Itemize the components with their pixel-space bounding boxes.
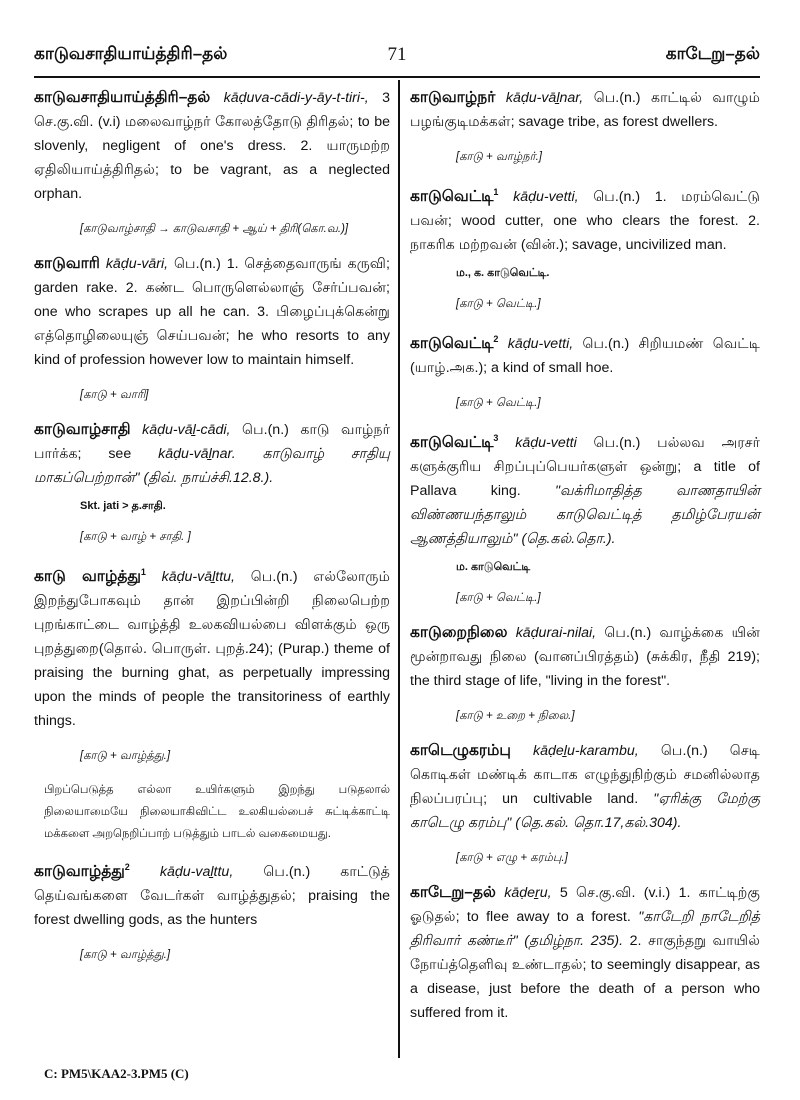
homonym-number: 1	[140, 567, 146, 577]
header-right-guideword: காடேறு–தல்	[665, 44, 760, 63]
definition: பெ.(n.) சிறியமண் வெட்டி (யாழ்.அக.); a kind of small hoe.	[410, 336, 760, 377]
definition: பெ.(n.) 1. மரம்வெட்டு பவன்; wood cutter, one who clears the forest. 2. நாகரிக மற்றவன் (வின்.); savage, uncivilized man.	[410, 189, 761, 254]
left-column	[34, 86, 390, 978]
headword: காடுவாழ்சாதி	[34, 421, 131, 438]
homonym-number: 2	[493, 334, 499, 345]
running-header	[34, 44, 760, 70]
header-rule	[34, 76, 760, 78]
etymology: [காடு + உறை + நிலை.]	[456, 710, 575, 723]
citation-quote: "ஏரிக்கு மேற்கு காடெழு கரம்பு" (தெ.கல். தொ.17,கல்.304).	[410, 791, 760, 832]
column-separator	[398, 80, 400, 1058]
entry	[410, 86, 760, 166]
see-reference: kāḍu-vāḻnar.	[158, 446, 236, 462]
headword: காடுவசாதியாய்த்திரி–தல்	[34, 89, 211, 106]
right-column	[410, 86, 760, 1035]
sanskrit-note: Skt. jati > த.சாதி.	[80, 500, 166, 512]
definition: பெ.(n.) காட்டுத் தெய்வங்களை வேடர்கள் வாழ்த்துதல்; praising the forest dwelling gods, as the hunters	[34, 864, 390, 929]
transliteration: kāḍurai-nilai,	[515, 625, 597, 642]
transliteration: kāḍu-vāri,	[105, 256, 169, 272]
definition: பெ.(n.) 1. செத்தைவாருங் கருவி; garden rake. 2. கண்ட பொருளெல்லாஞ் சேர்ப்பவன்; one who scrapes up all he can. 3. பிழைப்புக்கென்று எத்தொழிலையுஞ் செய்பவன்; he who resorts to any kind of profession however low to maintain himself.	[34, 256, 390, 368]
etymology: [காடு + வெட்டி.]	[456, 592, 541, 605]
definition: 3 செ.கு.வி. (v.i) மலைவாழ்நர் கோலத்தோடு திரிதல்; to be slovenly, negligent of one's dress. 2. யாருமற்ற ஏதிலியாய்த்திரிதல்; to be vagrant, as a neglected orphan.	[34, 90, 390, 202]
transliteration: kāḍeḻu-karambu,	[533, 743, 639, 760]
definition: 5 செ.கு.வி. (v.i.) 1. காட்டிற்கு ஓடுதல்; to flee away to a forest.	[410, 885, 760, 926]
entry	[410, 881, 760, 1025]
homonym-number: 3	[493, 433, 499, 444]
entry	[34, 855, 390, 964]
definition: பெ.(n.) காடு வாழ்நர் பார்க்க; see	[34, 422, 390, 462]
etymology: [காடு + வாழ்த்து.]	[80, 750, 171, 763]
headword: காடுவெட்டி$^1$	[410, 187, 499, 206]
entry	[410, 621, 760, 725]
entry	[34, 252, 390, 404]
etymology: [காடு + எழு + கரம்பு.]	[456, 852, 568, 865]
etymology: [காடு + வாழ்நர்.]	[456, 151, 542, 163]
citation-quote: "வக்ரிமாதித்த வாணதாயின் விண்ணயந்தாலும் காடுவெட்டித் தமிழ்பேரயன் ஆணத்தியாலும்" (தெ.கல்.தொ.).	[410, 483, 760, 548]
transliteration: kāḍu-vāḻnar,	[505, 90, 584, 106]
transliteration: kāḍu-vāḻttu,	[161, 569, 235, 586]
etymology: [காடு + வெட்டி.]	[456, 298, 541, 311]
transliteration: kāḍu-vetti,	[513, 189, 579, 206]
etymology: [காடு + வெட்டி.]	[456, 397, 541, 410]
entry	[410, 739, 760, 867]
definition-continued: 2. சாகுந்தறு வாயில் நோய்த்தெளிவு உண்டாதல்; to seemingly disappear, as a disease, just before the death of a person who suffered from it.	[410, 933, 761, 1022]
transliteration: kāḍu-vetti	[515, 435, 577, 452]
citation-quote: "காடேறி நாடேறித் திரிவார் கண்டீர்" (தமிழ்நா. 235).	[410, 909, 760, 950]
cognates: ம. காடுவெட்டி	[456, 561, 531, 574]
homonym-number: 2	[124, 862, 130, 873]
header-left-guideword: காடுவசாதியாய்த்திரி–தல்	[34, 44, 228, 63]
etymology: [காடு + வாழ்த்து.]	[80, 949, 171, 962]
entry	[34, 86, 390, 238]
definition: பெ.(n.) செடி கொடிகள் மண்டிக் காடாக எழுந்துநிற்கும் சமனில்லாத நிலப்பரப்பு; un cultivable land.	[410, 743, 760, 808]
etymology: [காடு + வாரி]	[80, 389, 149, 401]
etymology: [காடு + வாழ் + சாதி. ]	[80, 531, 191, 543]
explanatory-note: பிறப்பெடுத்த எல்லா உயிர்களும் இறந்து படுதலால் நிலையாமையே நிலையாகிவிட்ட உலகியல்பைச் சுட்டிக்காட்டி மக்களை அறநெறிப்பாற் படுத்தும் பாடல் வகைமையது.	[44, 784, 390, 841]
citation-quote: காடுவாழ் சாதியு மாகப்பெற்றான்" (திவ். நாய்ச்சி.12.8.).	[34, 446, 390, 486]
transliteration: kāḍu-vaḻttu,	[159, 864, 234, 881]
transliteration: kāḍeṟu,	[504, 885, 552, 902]
transliteration: kāḍuva-cādi-y-āy-t-tiri-,	[223, 90, 369, 106]
page-number: 71	[387, 44, 407, 65]
file-path-footer: C: PM5\KAA2-3.PM5 (C)	[44, 1066, 189, 1081]
headword: காடுவெட்டி$^2$	[410, 334, 499, 353]
transliteration: kāḍu-vāḻ-cādi,	[142, 422, 231, 438]
etymology: [காடுவாழ்சாதி → காடுவசாதி + ஆய் + திரி(கொ.வ.)]	[80, 223, 349, 235]
transliteration: kāḍu-vetti,	[507, 336, 574, 353]
headword: காடு வாழ்த்து$^1$	[34, 567, 146, 586]
headword: காடெழுகரம்பு	[410, 742, 511, 760]
entry	[34, 560, 390, 845]
headword: காடுவெட்டி$^3$	[410, 433, 499, 452]
definition: பெ.(n.) எல்லோரும் இறந்துபோகவும் தான் இறப்பின்றி நிலைபெற்ற புறங்காட்டை வாழ்த்தி உலகவியல்பை விளக்கும் ஒரு புறத்துறை(தொல். பொருள். புறத்.24); (Purap.) theme of praising the burning ghat, as perpetually impressing upon the minds of people the transitoriness of earthly things.	[34, 569, 390, 730]
headword: காடுவாழ்த்து$^2$	[34, 862, 130, 881]
entry	[410, 327, 760, 412]
entry	[410, 426, 760, 607]
headword: காடுவாரி	[34, 255, 100, 272]
entry	[34, 418, 390, 546]
definition: பெ.(n.) காட்டில் வாழும் பழங்குடிமக்கள்; savage tribe, as forest dwellers.	[410, 90, 760, 130]
definition: பெ.(n.) பல்லவ அரசர் களுக்குரிய சிறப்புப்பெயர்களுள் ஒன்று; a title of Pallava king.	[410, 435, 760, 500]
definition: பெ.(n.) வாழ்க்கை யின் மூன்றாவது நிலை (வானப்பிரத்தம்) (சுக்கிர, நீதி 219); the third stage of life, "living in the forest".	[410, 625, 760, 690]
entry	[410, 180, 760, 313]
headword: காடேறு–தல்	[410, 884, 496, 902]
headword: காடுவாழ்நர்	[410, 89, 496, 106]
cognates: ம., க. காடுவெட்டி.	[456, 267, 550, 280]
homonym-number: 1	[493, 187, 499, 197]
headword: காடுறைநிலை	[410, 624, 508, 642]
